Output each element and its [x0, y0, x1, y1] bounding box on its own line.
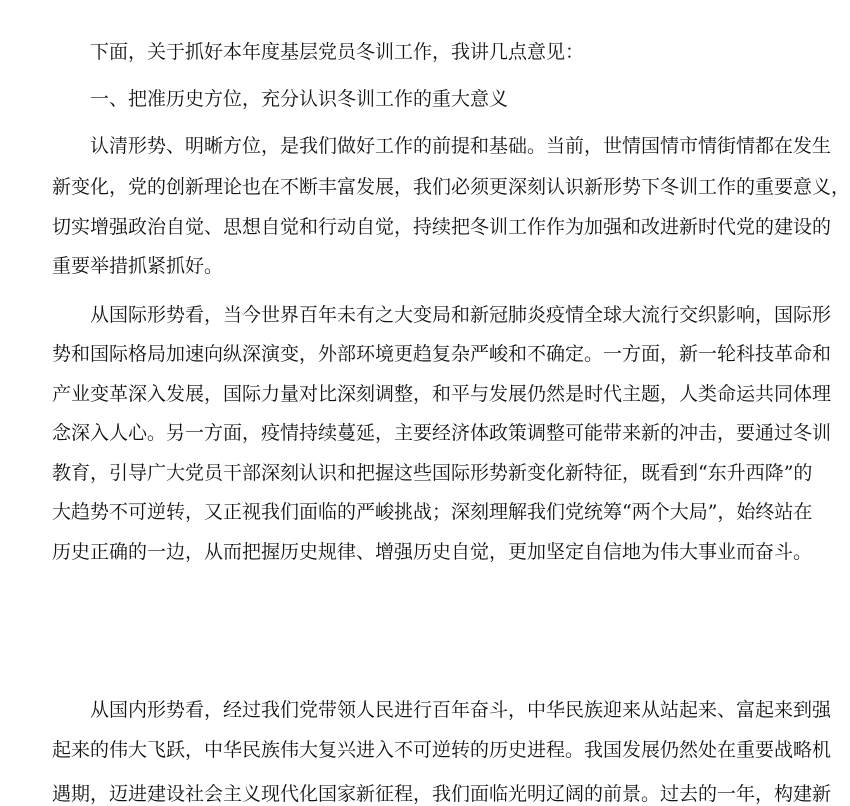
paragraph-line: 教育，引导广大党员干部深刻认识和把握这些国际形势新变化新特征，既看到“东升西降”的 — [52, 462, 813, 484]
paragraph-line: 重要举措抓紧抓好。 — [52, 255, 224, 277]
paragraph-line: 新变化，党的创新理论也在不断丰富发展，我们必须更深刻认识新形势下冬训工作的重要意义， — [52, 176, 850, 198]
paragraph-line: 从国际形势看，当今世界百年未有之大变局和新冠肺炎疫情全球大流行交织影响，国际形 — [90, 304, 832, 326]
paragraph-line: 认清形势、明晰方位，是我们做好工作的前提和基础。当前，世情国情市情街情都在发生 — [90, 135, 832, 157]
paragraph-line: 念深入人心。另一方面，疫情持续蔓延，主要经济体政策调整可能带来新的冲击，要通过冬训 — [52, 422, 832, 444]
paragraph-line: 切实增强政治自觉、思想自觉和行动自觉，持续把冬训工作作为加强和改进新时代党的建设的 — [52, 216, 832, 238]
paragraph-line: 势和国际格局加速向纵深演变，外部环境更趋复杂严峻和不确定。一方面，新一轮科技革命和 — [52, 343, 832, 365]
paragraph-line: 大趋势不可逆转，又正视我们面临的严峻挑战；深刻理解我们党统筹“两个大局”，始终站在 — [52, 501, 813, 523]
paragraph-line: 历史正确的一边，从而把握历史规律、增强历史自觉，更加坚定自信地为伟大事业而奋斗。 — [52, 541, 813, 563]
paragraph-line: 产业变革深入发展，国际力量对比深刻调整，和平与发展仍然是时代主题，人类命运共同体理 — [52, 383, 832, 405]
paragraph-line: 遇期，迈进建设社会主义现代化国家新征程，我们面临光明辽阔的前景。过去的一年，构建新 — [52, 783, 832, 805]
section-heading: 一、把准历史方位，充分认识冬训工作的重大意义 — [90, 88, 509, 110]
paragraph-line: 从国内形势看，经过我们党带领人民进行百年奋斗，中华民族迎来从站起来、富起来到强 — [90, 699, 832, 721]
intro-line: 下面，关于抓好本年度基层党员冬训工作，我讲几点意见： — [90, 41, 585, 63]
paragraph-line: 起来的伟大飞跃，中华民族伟大复兴进入不可逆转的历史进程。我国发展仍然处在重要战略机 — [52, 739, 832, 761]
